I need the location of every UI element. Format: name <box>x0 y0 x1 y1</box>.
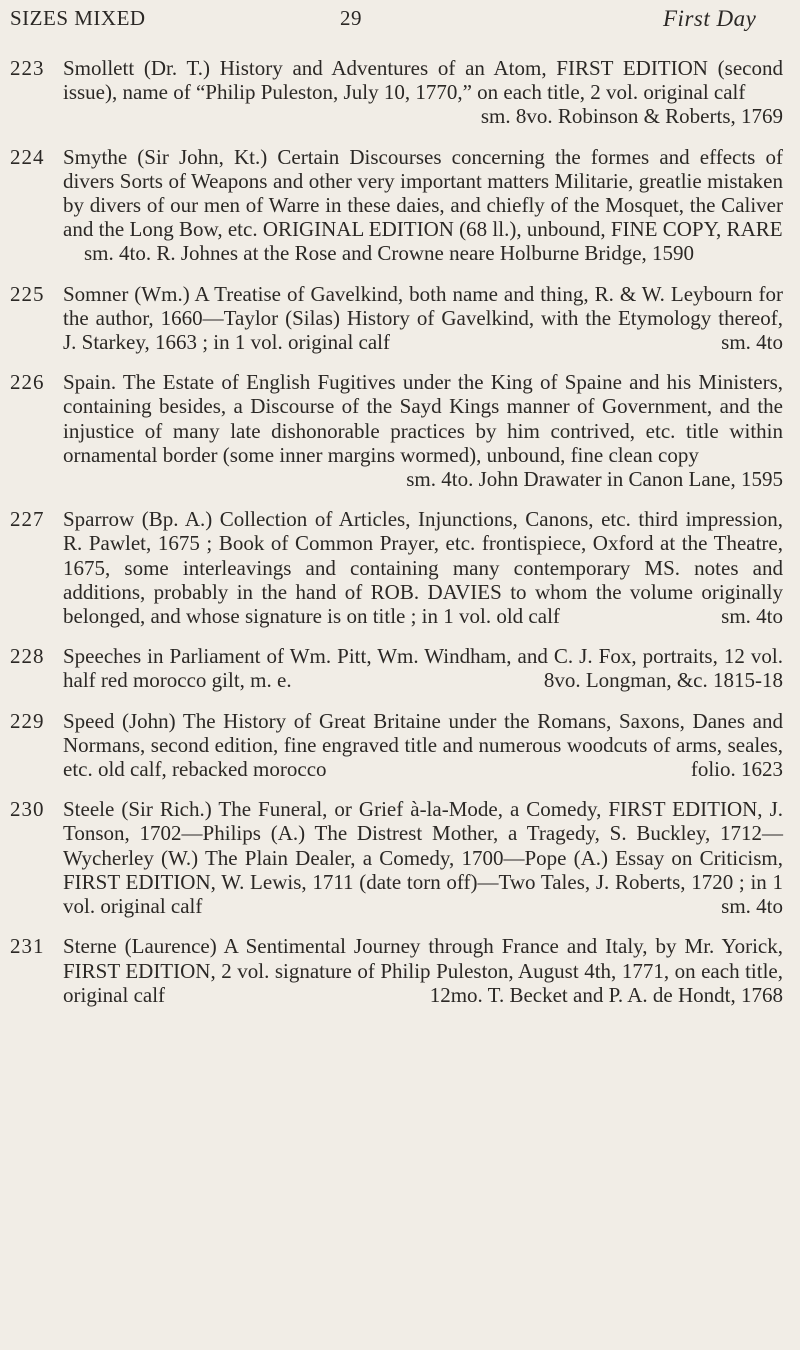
page-number: 29 <box>340 6 362 30</box>
lot-description <box>63 709 783 782</box>
lot-text: Sterne (Laurence) A Sentimental Journey through France and Italy, by Mr. Yorick, FIRST EDITION, 2 vol. signature of Philip Puleston, August 4th, 1771, on each title, original calf <box>63 934 783 1007</box>
lot-description <box>63 934 783 1007</box>
lot-description <box>63 644 783 692</box>
lot-number: 230 <box>10 797 45 822</box>
lot-imprint: folio. 1623 <box>690 757 783 782</box>
lot-text: Somner (Wm.) A Treatise of Gavelkind, both name and thing, R. & W. Leybourn for the author, 1660—Taylor (Silas) History of Gavelkind, with the Etymology thereof, J. Starkey, 1663 ; in 1 vol. original calf <box>63 281 783 355</box>
lot-number: 227 <box>10 507 45 532</box>
lot-imprint: sm. 4to <box>721 330 783 355</box>
lot-imprint: sm. 8vo. Robinson & Roberts, 1769 <box>480 104 783 129</box>
lot-text: Sparrow (Bp. A.) Collection of Articles, Injunctions, Canons, etc. third impression, R. Pawlet, 1675 ; Book of Common Prayer, etc. frontispiece, Oxford at the Theatre, 1675, some interleavings and containing many contemporary MS. notes and additions, probably in the hand of ROB. DAVIES to whom the volume originally belonged, and whose signature is on title ; in 1 vol. old calf <box>63 507 783 629</box>
lot-number: 231 <box>10 934 45 959</box>
lot-description <box>63 282 783 355</box>
lot-entry <box>0 370 800 491</box>
lot-number: 229 <box>10 708 45 733</box>
lot-number: 223 <box>10 56 45 80</box>
lot-entry <box>0 56 800 129</box>
lot-entry <box>0 507 800 628</box>
lot-entry <box>0 644 800 692</box>
lot-imprint: 12mo. T. Becket and P. A. de Hondt, 1768 <box>429 982 783 1007</box>
lot-text: Steele (Sir Rich.) The Funeral, or Grief à-la-Mode, a Comedy, FIRST EDITION, J. Tonson, 1702—Philips (A.) The Distrest Mother, a Tragedy, S. Buckley, 1712—Wycherley (W.) The Plain Dealer, a Comedy, 1700—Pope (A.) Essay on Criticism, FIRST EDITION, W. Lewis, 1711 (date torn off)—Two Tales, J. Roberts, 1720 ; in 1 vol. original calf <box>63 797 783 919</box>
lot-imprint: sm. 4to. R. Johnes at the Rose and Crowne neare Holburne Bridge, 1590 <box>84 241 695 266</box>
lot-description <box>63 56 783 129</box>
header-section-label: SIZES MIXED <box>10 6 146 30</box>
lot-text: Speeches in Parliament of Wm. Pitt, Wm. Windham, and C. J. Fox, portraits, 12 vol. half red morocco gilt, m. e. <box>63 644 783 693</box>
lot-entry <box>0 797 800 918</box>
lot-list <box>0 56 800 1023</box>
lot-description <box>63 145 783 266</box>
lot-description <box>63 797 783 918</box>
lot-number: 224 <box>10 144 45 169</box>
lot-description <box>63 507 783 628</box>
lot-description <box>63 370 783 491</box>
lot-imprint: 8vo. Longman, &c. 1815-18 <box>543 668 783 693</box>
lot-number: 226 <box>10 370 45 395</box>
lot-entry <box>0 709 800 782</box>
lot-text: Smythe (Sir John, Kt.) Certain Discourses concerning the formes and effects of divers Sorts of Weapons and other very important matters Militarie, greatlie mistaken by divers of our men of Warre in these daies, and chiefly of the Mosquet, the Caliver and the Long Bow, etc. ORIGINAL EDITION (68 ll.), unbound, FINE COPY, RARE <box>63 144 783 242</box>
lot-text: Spain. The Estate of English Fugitives under the King of Spaine and his Ministers, containing besides, a Discourse of the Sayd Kings manner of Government, and the injustice of many late dishonorable practices by him contrived, etc. title within ornamental border (some inner margins wormed), unbound, fine clean copy <box>63 370 783 467</box>
lot-number: 225 <box>10 281 45 306</box>
lot-imprint: sm. 4to <box>721 894 783 919</box>
page-header <box>0 6 800 36</box>
lot-entry <box>0 282 800 355</box>
lot-imprint: sm. 4to <box>721 604 783 629</box>
lot-text: Smollett (Dr. T.) History and Adventures of an Atom, FIRST EDITION (second issue), name of “Philip Puleston, July 10, 1770,” on each title, 2 vol. original calf <box>63 56 783 105</box>
lot-imprint: sm. 4to. John Drawater in Canon Lane, 1595 <box>406 467 783 492</box>
lot-text: Speed (John) The History of Great Britaine under the Romans, Saxons, Danes and Normans, second edition, fine engraved title and numerous woodcuts of arms, seales, etc. old calf, rebacked morocco <box>63 708 783 782</box>
lot-entry <box>0 145 800 266</box>
sale-day-label: First Day <box>663 6 757 31</box>
lot-number: 228 <box>10 644 45 669</box>
lot-entry <box>0 934 800 1007</box>
